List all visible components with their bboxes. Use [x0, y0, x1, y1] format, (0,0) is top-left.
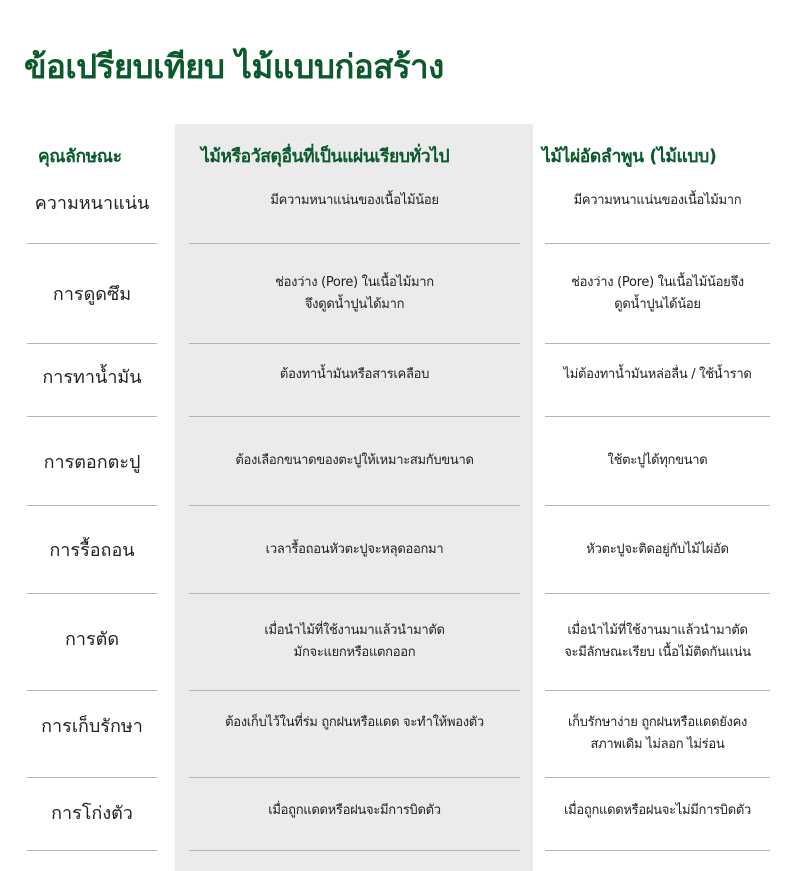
table-row [0, 344, 789, 416]
row-divider [545, 416, 770, 417]
general-cell: เมื่อถูกแดดหรือฝนจะมีการบิดตัว [268, 803, 441, 818]
row-divider [27, 416, 157, 417]
row-divider [189, 777, 520, 778]
bamboo-cell: ช่องว่าง (Pore) ในเนื้อไม้น้อยจึง ดูดน้ำปูนได้น้อย [571, 274, 744, 312]
row-divider [27, 343, 157, 344]
table-row [0, 244, 789, 343]
row-divider [27, 593, 157, 594]
table-row [0, 594, 789, 690]
feature-label: ความหนาแน่น [34, 193, 150, 214]
general-cell: ต้องเก็บไว้ในที่ร่ม ถูกฝนหรือแดด จะทำให้พองตัว [225, 715, 484, 730]
general-cell: มีความหนาแน่นของเนื้อไม้น้อย [270, 193, 439, 208]
feature-label: การเก็บรักษา [41, 716, 143, 737]
table-row [0, 176, 789, 243]
header-feature: คุณลักษณะ [38, 147, 122, 167]
row-divider [189, 690, 520, 691]
bamboo-cell: มีความหนาแน่นของเนื้อไม้มาก [573, 193, 742, 208]
bamboo-cell: เมื่อถูกแดดหรือฝนจะไม่มีการบิดตัว [563, 803, 752, 818]
feature-label: การตอกตะปู [43, 451, 141, 473]
row-divider [27, 243, 157, 244]
bamboo-cell: ใช้ตะปูได้ทุกขนาด [607, 453, 708, 468]
row-divider [545, 850, 770, 851]
row-divider [189, 505, 520, 506]
row-divider [545, 243, 770, 244]
row-divider [27, 690, 157, 691]
row-divider [545, 505, 770, 506]
general-cell: ต้องทาน้ำมันหรือสารเคลือบ [279, 367, 430, 382]
row-divider [189, 343, 520, 344]
row-divider [27, 505, 157, 506]
table-row [0, 417, 789, 505]
general-cell: ต้องเลือกขนาดของตะปูให้เหมาะสมกับขนาด [235, 453, 474, 468]
header-general-wood: ไม้หรือวัสดุอื่นที่เป็นแผ่นเรียบทั่วไป [201, 147, 450, 167]
bamboo-cell: เก็บรักษาง่าย ถูกฝนหรือแดดยังคง สภาพเดิม ไม่ลอก ไม่ร่อน [567, 715, 748, 752]
bamboo-cell: ไม่ต้องทาน้ำมันหล่อลื่น / ใช้น้ำราด [563, 367, 752, 382]
general-cell: ช่องว่าง (Pore) ในเนื้อไม้มาก จึงดูดน้ำปูนได้มาก [275, 274, 434, 312]
table-row [0, 778, 789, 850]
general-cell: เวลารื้อถอนหัวตะปูจะหลุดออกมา [265, 541, 444, 557]
row-divider [189, 243, 520, 244]
feature-label: การดูดซึม [52, 284, 132, 305]
bamboo-cell: เมื่อนำไม้ที่ใช้งานมาแล้วนำมาตัด จะมีลักษณะเรียบ เนื้อไม้ติดกันแน่น [564, 623, 751, 660]
bamboo-cell: หัวตะปูจะติดอยู่กับไม้ไผ่อัด [586, 541, 729, 557]
row-divider [189, 593, 520, 594]
row-divider [545, 343, 770, 344]
page-title: ข้อเปรียบเทียบ ไม้แบบก่อสร้าง [24, 47, 444, 86]
header-bamboo-plywood: ไม้ไผ่อัดลำพูน (ไม้แบบ) [542, 147, 717, 167]
row-divider [27, 777, 157, 778]
feature-label: การรื้อถอน [49, 540, 135, 561]
table-row [0, 691, 789, 777]
feature-label: การทาน้ำมัน [42, 367, 142, 388]
feature-label: การตัด [64, 629, 120, 650]
row-divider [545, 593, 770, 594]
row-divider [189, 850, 520, 851]
general-cell: เมื่อนำไม้ที่ใช้งานมาแล้วนำมาตัด มักจะแยกหรือแตกออก [264, 623, 445, 660]
row-divider [545, 777, 770, 778]
table-row [0, 506, 789, 593]
row-divider [545, 690, 770, 691]
row-divider [189, 416, 520, 417]
feature-label: การโก่งตัว [51, 803, 133, 824]
row-divider [27, 850, 157, 851]
